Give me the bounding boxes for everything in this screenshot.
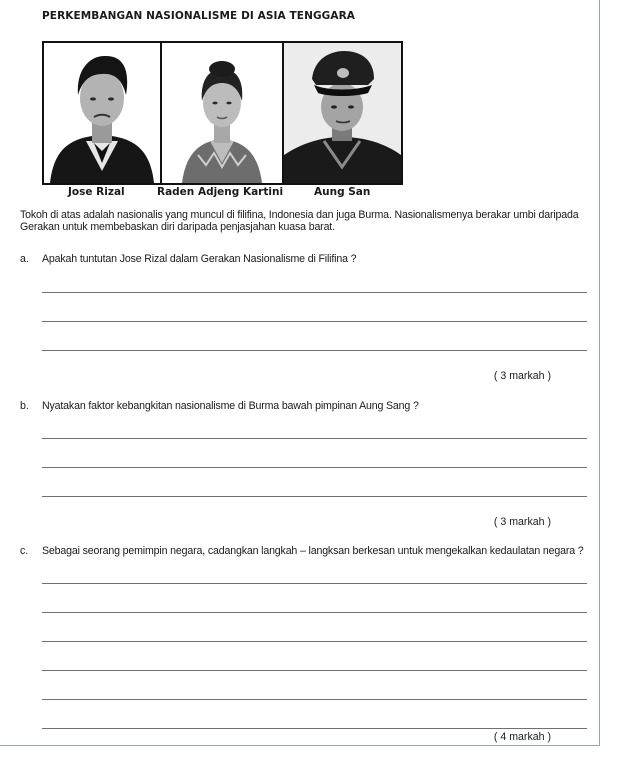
question-a-text: Apakah tuntutan Jose Rizal dalam Gerakan Nasionalisme di Filifina ? <box>42 253 357 265</box>
answer-line[interactable] <box>42 612 587 613</box>
page-title: PERKEMBANGAN NASIONALISME DI ASIA TENGGARA <box>42 10 356 22</box>
question-c-marks: ( 4 markah ) <box>493 731 551 743</box>
answer-line[interactable] <box>42 350 587 351</box>
question-b-letter: b. <box>20 400 29 412</box>
answer-line[interactable] <box>42 699 587 700</box>
portrait-jose-rizal <box>44 43 160 183</box>
answer-line[interactable] <box>42 321 587 322</box>
portrait-kartini <box>162 43 282 183</box>
answer-line[interactable] <box>42 438 587 439</box>
question-c-text: Sebagai seorang pemimpin negara, cadangkan langkah – langksan berkesan untuk mengekalkan kedaulatan negara ? <box>42 545 584 557</box>
portrait-strip <box>42 41 403 185</box>
answer-line[interactable] <box>42 467 587 468</box>
question-a-marks: ( 3 markah ) <box>493 370 551 382</box>
question-b-marks: ( 3 markah ) <box>493 516 551 528</box>
answer-line[interactable] <box>42 728 587 729</box>
answer-line[interactable] <box>42 496 587 497</box>
intro-paragraph: Tokoh di atas adalah nasionalis yang muncul di filifina, Indonesia dan juga Burma. Nasionalismenya berakar umbi daripada Gerakan untuk membebaskan diri daripada penjasjahan kuasa barat. <box>20 209 579 233</box>
answer-line[interactable] <box>42 583 587 584</box>
question-b-text: Nyatakan faktor kebangkitan nasionalisme di Burma bawah pimpinan Aung Sang ? <box>42 400 419 412</box>
portrait-aung-san <box>284 43 401 183</box>
caption-kartini: Raden Adjeng Kartini <box>157 186 284 198</box>
caption-jose-rizal: Jose Rizal <box>68 186 125 198</box>
question-a-letter: a. <box>20 253 29 265</box>
answer-line[interactable] <box>42 641 587 642</box>
answer-line[interactable] <box>42 670 587 671</box>
answer-line[interactable] <box>42 292 587 293</box>
caption-aung-san: Aung San <box>314 186 371 198</box>
question-c-letter: c. <box>20 545 29 557</box>
